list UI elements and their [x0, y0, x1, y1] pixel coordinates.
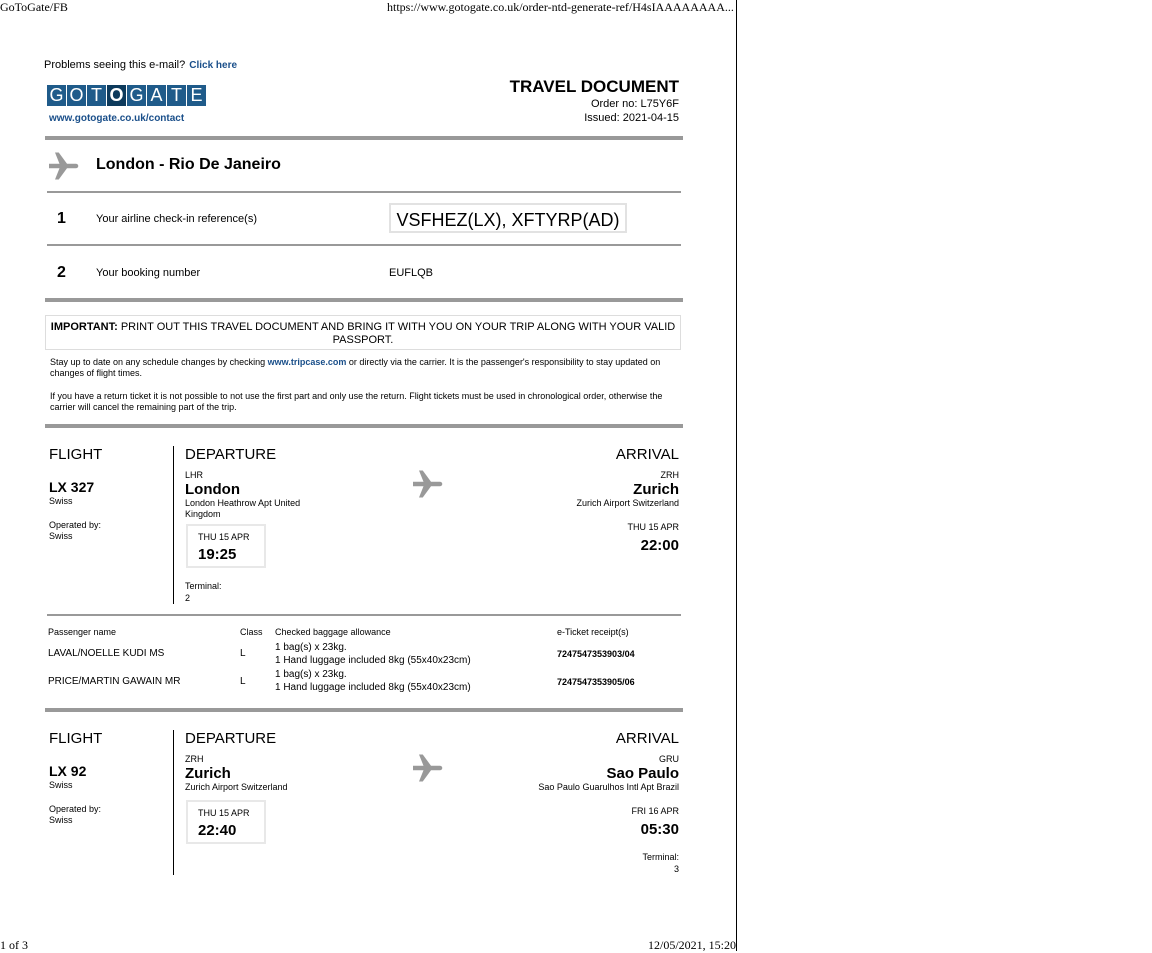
- reference-number: 1: [57, 210, 66, 227]
- important-label: IMPORTANT:: [50, 321, 118, 333]
- ticket-header: e-Ticket receipt(s): [557, 627, 629, 637]
- flight-number: LX 327: [49, 479, 95, 495]
- print-header-url: https://www.gotogate.co.uk/order-ntd-generate-ref/H4sIAAAAAAAA...: [387, 0, 734, 14]
- logo-letter: T: [167, 85, 186, 106]
- departure-airport: Zurich Airport Switzerland: [185, 782, 288, 792]
- terminal-label: Terminal:: [642, 852, 679, 862]
- flight-divider: [173, 446, 174, 604]
- departure-date: THU 15 APR: [198, 532, 250, 542]
- divider: [45, 708, 683, 712]
- arrival-date: FRI 16 APR: [631, 806, 679, 816]
- arrival-airport: Zurich Airport Switzerland: [576, 498, 679, 508]
- checkin-reference-value: VSFHEZ(LX), XFTYRP(AD): [389, 203, 627, 233]
- flight-number: LX 92: [49, 763, 87, 779]
- logo-letter: G: [47, 85, 66, 106]
- arrival-time: 22:00: [640, 537, 679, 554]
- departure-date: THU 15 APR: [198, 808, 250, 818]
- document-title: TRAVEL DOCUMENT: [509, 77, 679, 96]
- departure-city: Zurich: [185, 765, 231, 782]
- terminal-label: Terminal:: [185, 581, 222, 591]
- operated-by-value: Swiss: [49, 531, 73, 541]
- gotogate-logo[interactable]: [47, 85, 207, 106]
- departure-heading: DEPARTURE: [185, 446, 277, 463]
- class-header: Class: [240, 627, 263, 637]
- divider: [47, 244, 681, 246]
- info-text: or directly via the carrier. It is the passenger's responsibility to stay updated on changes of flight times.: [50, 357, 661, 378]
- click-here-link[interactable]: Click here: [189, 60, 238, 71]
- departure-code: ZRH: [185, 754, 204, 764]
- flight-heading: FLIGHT: [49, 446, 103, 463]
- baggage-hand: 1 Hand luggage included 8kg (55x40x23cm): [275, 655, 471, 666]
- contact-link[interactable]: www.gotogate.co.uk/contact: [49, 113, 185, 124]
- divider: [45, 424, 683, 428]
- departure-heading: DEPARTURE: [185, 730, 277, 747]
- plane-icon: [46, 148, 82, 184]
- baggage-checked: 1 bag(s) x 23kg.: [275, 642, 347, 653]
- baggage-checked: 1 bag(s) x 23kg.: [275, 669, 347, 680]
- logo-letter: A: [147, 85, 166, 106]
- checkin-reference-label: Your airline check-in reference(s): [96, 213, 257, 225]
- logo-letter: T: [87, 85, 106, 106]
- info-text: Stay up to date on any schedule changes by checking: [50, 357, 268, 367]
- arrival-city: Sao Paulo: [606, 765, 679, 782]
- reference-number: 2: [57, 264, 66, 281]
- passenger-name-header: Passenger name: [48, 627, 117, 637]
- logo-letter: O: [67, 85, 86, 106]
- logo-letter: G: [127, 85, 146, 106]
- order-number: Order no: L75Y6F: [590, 98, 679, 110]
- issued-date: Issued: 2021-04-15: [584, 112, 679, 124]
- departure-time-box: [186, 800, 266, 844]
- eticket-number: 7247547353903/04: [557, 649, 635, 659]
- passenger-class: L: [240, 676, 246, 687]
- operated-by-label: Operated by:: [49, 520, 102, 530]
- operated-by-value: Swiss: [49, 815, 73, 825]
- departure-code: LHR: [185, 470, 204, 480]
- departure-time-box: [186, 524, 266, 568]
- departure-airport: London Heathrow Apt United Kingdom: [185, 498, 301, 519]
- terminal-value: 3: [673, 864, 679, 874]
- logo-letter: E: [187, 85, 206, 106]
- passenger-name: LAVAL/NOELLE KUDI MS: [48, 648, 165, 659]
- flight-divider: [173, 730, 174, 875]
- arrival-time: 05:30: [640, 821, 679, 838]
- print-footer-page: 1 of 3: [0, 938, 28, 952]
- arrival-heading: ARRIVAL: [615, 446, 679, 463]
- arrival-code: ZRH: [660, 470, 679, 480]
- plane-icon: [410, 466, 446, 502]
- arrival-airport: Sao Paulo Guarulhos Intl Apt Brazil: [538, 782, 679, 792]
- airline: Swiss: [49, 496, 73, 506]
- baggage-header: Checked baggage allowance: [275, 627, 391, 637]
- page-edge: [736, 0, 737, 951]
- arrival-heading: ARRIVAL: [615, 730, 679, 747]
- important-text: PRINT OUT THIS TRAVEL DOCUMENT AND BRING IT WITH YOU ON YOUR TRIP ALONG WITH YOUR VALID PASSPORT.: [117, 321, 676, 346]
- divider: [45, 136, 683, 140]
- booking-number-value: EUFLQB: [389, 267, 434, 279]
- divider: [45, 298, 683, 302]
- route-title: London - Rio De Janeiro: [96, 156, 281, 173]
- eticket-number: 7247547353905/06: [557, 677, 635, 687]
- tripcase-link[interactable]: www.tripcase.com: [267, 357, 347, 367]
- booking-number-label: Your booking number: [96, 267, 201, 279]
- problems-line: [44, 59, 237, 71]
- print-header-title: GoToGate/FB: [0, 0, 68, 14]
- baggage-hand: 1 Hand luggage included 8kg (55x40x23cm): [275, 682, 471, 693]
- arrival-date: THU 15 APR: [627, 522, 679, 532]
- problems-text: Problems seeing this e-mail?: [44, 59, 186, 71]
- important-notice: [45, 315, 681, 350]
- airline: Swiss: [49, 780, 73, 790]
- departure-time: 19:25: [198, 546, 237, 563]
- arrival-code: GRU: [659, 754, 679, 764]
- logo-letter: O: [107, 85, 126, 106]
- passenger-name: PRICE/MARTIN GAWAIN MR: [48, 676, 181, 687]
- flight-heading: FLIGHT: [49, 730, 103, 747]
- departure-time: 22:40: [198, 822, 237, 839]
- plane-icon: [410, 750, 446, 786]
- departure-city: London: [185, 481, 240, 498]
- terminal-value: 2: [185, 593, 191, 603]
- operated-by-label: Operated by:: [49, 804, 102, 814]
- return-ticket-info: If you have a return ticket it is not possible to not use the first part and only use the return. Flight tickets must be used in chronological order, otherwise the carrier will cancel the remaining part of the trip.: [50, 391, 663, 412]
- divider: [47, 191, 681, 193]
- schedule-info: [50, 357, 680, 379]
- passenger-class: L: [240, 648, 246, 659]
- arrival-city: Zurich: [633, 481, 679, 498]
- divider: [47, 614, 681, 616]
- print-footer-datetime: 12/05/2021, 15:20: [648, 938, 737, 952]
